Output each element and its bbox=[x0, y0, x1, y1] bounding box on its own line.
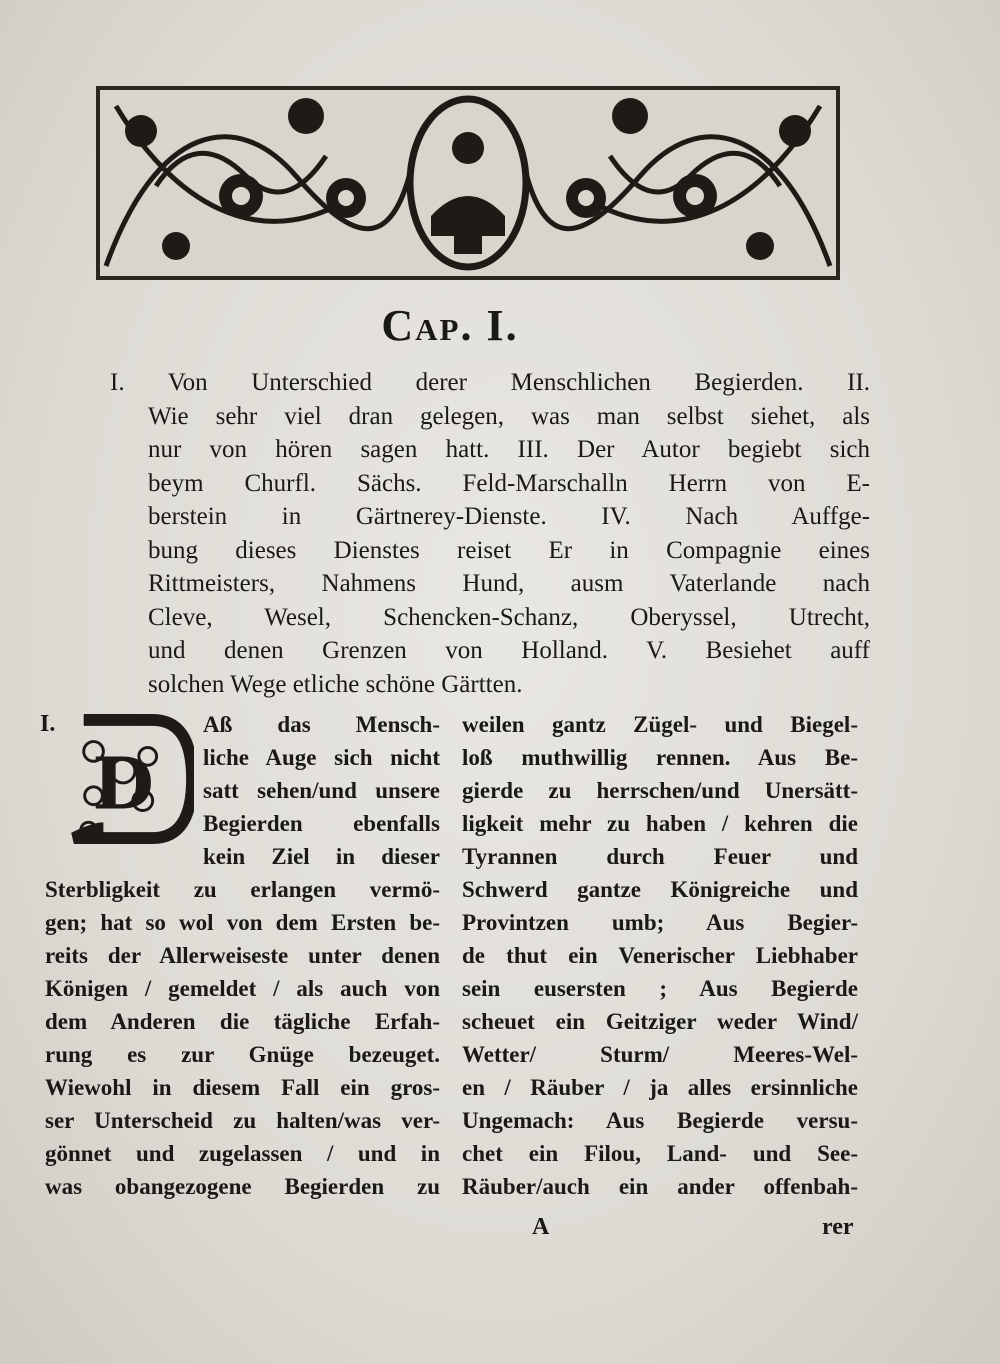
summary-line: nur von hören sagen hatt. III. Der Autor begiebt sich bbox=[148, 436, 870, 463]
text-line: weilen gantz Zügel- und Biegel- bbox=[462, 712, 858, 737]
text-line: Sterbligkeit zu erlangen vermö- bbox=[45, 877, 440, 902]
text-line: sein eusersten ; Aus Begierde bbox=[462, 976, 858, 1001]
summary-line: I. Von Unterschied derer Menschlichen Begierden. II. bbox=[110, 369, 870, 396]
signature-mark: A bbox=[532, 1214, 550, 1240]
text-line: Provintzen umb; Aus Begier- bbox=[462, 910, 858, 935]
decorative-headpiece-ornament bbox=[96, 86, 840, 280]
text-line: Königen / gemeldet / als auch von bbox=[45, 976, 440, 1001]
svg-text:D: D bbox=[92, 741, 154, 826]
text-line: Schwerd gantze Königreiche und bbox=[462, 877, 858, 902]
text-line: loß muthwillig rennen. Aus Be- bbox=[462, 745, 858, 770]
text-line: Tyrannen durch Feuer und bbox=[462, 844, 858, 869]
text-line: Aß das Mensch- bbox=[203, 712, 440, 737]
text-line: liche Auge sich nicht bbox=[203, 745, 440, 770]
right-text-column bbox=[462, 708, 858, 1203]
summary-line: bung dieses Dienstes reiset Er in Compagnie eines bbox=[148, 536, 870, 564]
text-line: en / Räuber / ja alles ersinnliche bbox=[462, 1075, 858, 1100]
text-line: dem Anderen die tägliche Erfah- bbox=[45, 1009, 440, 1034]
text-line: Begierden ebenfalls bbox=[203, 811, 440, 836]
summary-line: und denen Grenzen von Holland. V. Besiehet auff bbox=[148, 637, 870, 664]
section-number: I. bbox=[40, 711, 56, 737]
text-line: gönnet und zugelassen / und in bbox=[45, 1141, 440, 1166]
summary-line: Cleve, Wesel, Schencken-Schanz, Oberyssel, Utrecht, bbox=[148, 603, 870, 631]
text-line: kein Ziel in dieser bbox=[203, 844, 440, 869]
text-line: Räuber/auch ein ander offenbah- bbox=[462, 1174, 858, 1199]
text-line: satt sehen/und unsere bbox=[203, 778, 440, 803]
text-line: was obangezogene Begierden zu bbox=[45, 1174, 440, 1199]
summary-line: solchen Wege etliche schöne Gärtten. bbox=[148, 670, 523, 698]
text-line: gierde zu herrschen/und Unersätt- bbox=[462, 778, 858, 803]
chapter-title: Cap. I. bbox=[381, 301, 519, 350]
text-line: Wiewohl in diesem Fall ein gros- bbox=[45, 1075, 440, 1100]
left-text-column bbox=[45, 708, 440, 1203]
text-line: rung es zur Gnüge bezeuget. bbox=[45, 1042, 440, 1067]
text-line: scheuet ein Geitziger weder Wind/ bbox=[462, 1009, 858, 1034]
text-line: reits der Allerweiseste unter denen bbox=[45, 943, 440, 968]
text-line: ser Unterscheid zu halten/was ver- bbox=[45, 1108, 440, 1133]
text-line: de thut ein Venerischer Liebhaber bbox=[462, 943, 858, 968]
text-line: Ungemach: Aus Begierde versu- bbox=[462, 1108, 858, 1133]
summary-line: beym Churfl. Sächs. Feld-Marschalln Herrn von E- bbox=[148, 469, 870, 497]
chapter-summary bbox=[110, 366, 870, 701]
summary-line: Wie sehr viel dran gelegen, was man selbst siehet, als bbox=[148, 402, 870, 430]
summary-line: berstein in Gärtnerey-Dienste. IV. Nach Auffge- bbox=[148, 503, 870, 530]
text-line: ligkeit mehr zu haben / kehren die bbox=[462, 811, 858, 836]
text-line: chet ein Filou, Land- und See- bbox=[462, 1141, 858, 1166]
text-line: Wetter/ Sturm/ Meeres-Wel- bbox=[462, 1042, 858, 1067]
text-line: gen; hat so wol von dem Ersten be- bbox=[45, 910, 440, 935]
summary-line: Rittmeisters, Nahmens Hund, ausm Vaterlande nach bbox=[148, 570, 870, 597]
catchword: rer bbox=[822, 1214, 854, 1240]
